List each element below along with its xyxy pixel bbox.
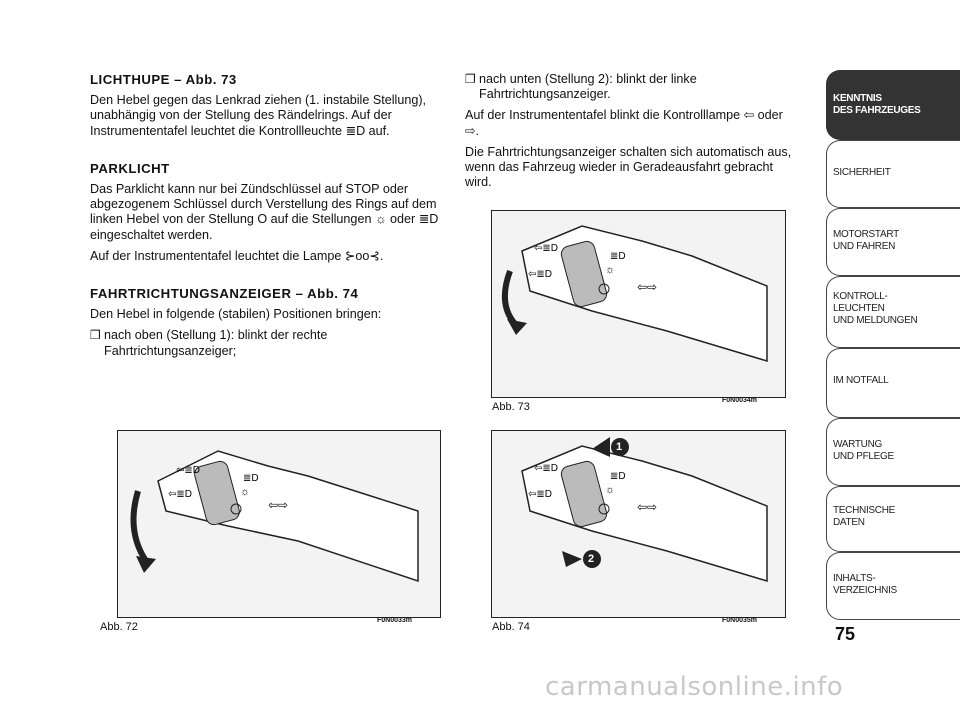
bullet-text-2: nach unten (Stellung 2): blinkt der linke Fahrtrichtungsanzeiger.: [479, 72, 697, 102]
lever-illustration-74: [492, 431, 785, 617]
tab-label: TECHNISCHE: [833, 505, 896, 516]
figure-caption: Abb. 73: [492, 401, 530, 413]
list-item: [465, 72, 795, 102]
tab-label: LEUCHTEN: [833, 303, 885, 314]
tab-label: INHALTS-: [833, 573, 876, 584]
figure-abb-72: [100, 430, 441, 633]
paragraph-parklicht: Das Parklicht kann nur bei Zündschlüssel auf STOP oder abgezogenem Schlüssel durch Verstellung des Rings auf dem linken Hebel von der Stellung O auf die Stellungen ☼ oder ≣D eingeschaltet werden.: [90, 182, 439, 242]
paragraph-automatisch: Die Fahrtrichtungsanzeiger schalten sich automatisch aus, wenn das Fahrzeug wieder in Geradeausfahrt gebracht wird.: [465, 144, 792, 190]
bullet-text-1: nach oben (Stellung 1): blinkt der rechte Fahrtrichtungsanzeiger;: [104, 328, 328, 358]
svg-text:⇦≣D: ⇦≣D: [528, 489, 552, 500]
svg-text:⇦≣D: ⇦≣D: [168, 489, 192, 500]
tab-inhaltsverzeichnis[interactable]: [826, 552, 960, 620]
paragraph-parklicht-lamp: Auf der Instrumententafel leuchtet die Lampe ⊱oo⊰.: [90, 248, 384, 263]
figure-code: F0N0035m: [722, 617, 758, 624]
figure-abb-74: [491, 430, 786, 633]
figure-caption: Abb. 72: [100, 621, 138, 633]
bullet-icon: ❒: [465, 72, 476, 86]
position-label-1: 1: [616, 441, 623, 453]
tab-kenntnis[interactable]: [826, 70, 960, 140]
svg-text:≣D: ≣D: [610, 251, 626, 262]
watermark: carmanualsonline.info: [545, 672, 844, 702]
tab-label: SICHERHEIT: [833, 167, 891, 178]
svg-text:≣D: ≣D: [610, 471, 626, 482]
svg-text:≣D: ≣D: [243, 473, 259, 484]
tab-label: KONTROLL-: [833, 291, 888, 302]
tab-label: VERZEICHNIS: [833, 585, 897, 596]
left-column: [90, 72, 448, 365]
heading-parklicht: PARKLICHT: [90, 160, 170, 176]
tab-im-notfall[interactable]: [826, 348, 960, 418]
svg-text:⇦⇨: ⇦⇨: [268, 498, 289, 512]
svg-text:⇦≣D: ⇦≣D: [528, 269, 552, 280]
tab-label: KENNTNIS: [833, 93, 882, 104]
paragraph-lichthupe: Den Hebel gegen das Lenkrad ziehen (1. instabile Stellung), unabhängig von der Stellung des Rändelrings. Auf der Instrumententafel leuchtet die Kontrollleuchte ≣D auf.: [90, 93, 427, 138]
figure-code: F0N0034m: [722, 397, 758, 404]
lever-illustration-73: [492, 211, 785, 397]
svg-text:⇦≣D: ⇦≣D: [534, 463, 558, 474]
svg-text:⇦⇨: ⇦⇨: [637, 280, 658, 294]
svg-text:☼: ☼: [605, 484, 616, 496]
position-label-2: 2: [588, 553, 595, 565]
svg-text:⇦⇨: ⇦⇨: [637, 500, 658, 514]
tab-label: WARTUNG: [833, 439, 883, 450]
svg-text:☼: ☼: [605, 264, 616, 276]
tab-wartung[interactable]: [826, 418, 960, 486]
tab-label: DATEN: [833, 517, 865, 528]
figure-abb-73: [491, 210, 786, 413]
paragraph-kontrolllampe: Auf der Instrumententafel blinkt die Kontrolllampe ⇦ oder ⇨.: [465, 108, 783, 138]
tab-label: IM NOTFALL: [833, 375, 889, 386]
svg-text:⇦≣D: ⇦≣D: [176, 465, 200, 476]
tab-label: UND PFLEGE: [833, 451, 894, 462]
tab-label: MOTORSTART: [833, 229, 899, 240]
list-item: [90, 328, 448, 358]
tab-label: DES FAHRZEUGES: [833, 105, 921, 116]
lever-illustration-72: [118, 431, 440, 617]
figure-caption: Abb. 74: [492, 621, 530, 633]
page-number: 75: [835, 624, 856, 644]
heading-lichthupe: LICHTHUPE – Abb. 73: [90, 72, 237, 87]
tab-label: UND FAHREN: [833, 241, 896, 252]
svg-text:⇦≣D: ⇦≣D: [534, 243, 558, 254]
right-column: [465, 72, 795, 196]
tab-kontrollleuchten[interactable]: [826, 276, 960, 348]
heading-fahrtrichtungsanzeiger: FAHRTRICHTUNGSANZEIGER – Abb. 74: [90, 286, 359, 302]
paragraph-hebel: Den Hebel in folgende (stabilen) Positionen bringen:: [90, 307, 382, 322]
tab-motorstart[interactable]: [826, 208, 960, 276]
tab-label: UND MELDUNGEN: [833, 315, 918, 326]
svg-text:☼: ☼: [240, 486, 251, 498]
bullet-icon: ❒: [90, 328, 101, 343]
tab-sicherheit[interactable]: [826, 140, 960, 208]
figure-code: F0N0033m: [377, 617, 413, 624]
tab-technische-daten[interactable]: [826, 486, 960, 552]
